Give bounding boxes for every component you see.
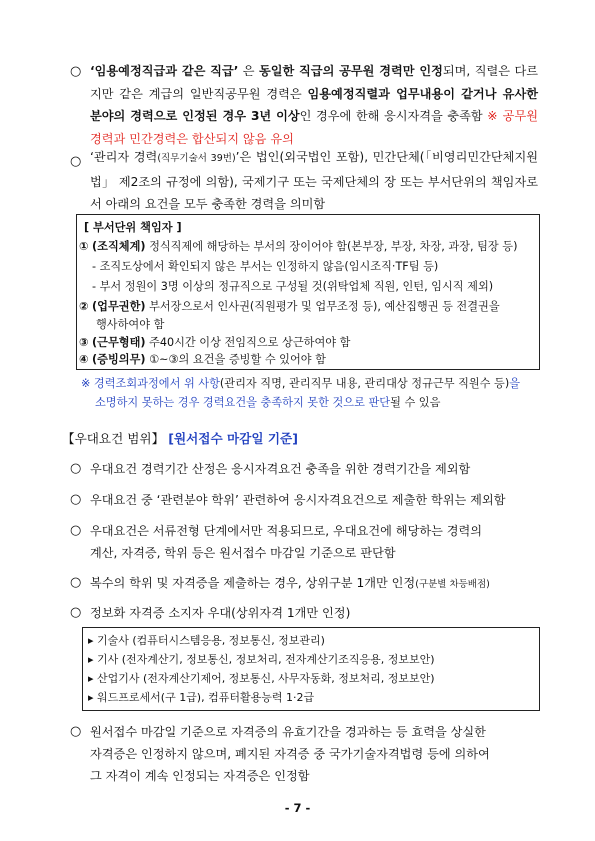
item-multiple-certs bbox=[90, 574, 490, 591]
note-paren: (관리자 직명, 관리직무 내용, 관리대상 정규근무 직원수 등) bbox=[219, 377, 510, 390]
graded-scoring-note: (구분별 차등배점) bbox=[415, 579, 490, 590]
page-number: - 7 - bbox=[284, 801, 311, 815]
bullet-circle: ○ bbox=[70, 492, 82, 507]
bullet-circle: ○ bbox=[70, 461, 82, 476]
bullet-circle: ○ bbox=[70, 575, 82, 590]
proof-text: ①~③의 요건을 증빙할 수 있어야 함 bbox=[145, 353, 326, 366]
section-heading bbox=[62, 428, 298, 447]
note-end: 될 수 있음 bbox=[390, 396, 441, 409]
no-sum-warning: ※ 공무원경력과 민간경력은 합산되지 않음 유의 bbox=[90, 109, 539, 146]
section-basis: [원서접수 마감일 기준] bbox=[168, 431, 298, 446]
requirement-org bbox=[79, 237, 517, 257]
text-fragment: ’은 법인(외국법인 포함), 민간단체(「비영리민간단체지원법」 제2조의 규정에 의함), 국제기구 또는 국제단체의 장 또는 부서단위의 책임자로서 아래의 요건을 모두 충족한 경력을 의미함 bbox=[90, 150, 538, 211]
verification-note bbox=[81, 374, 541, 412]
org-label: (조직체계) bbox=[92, 240, 146, 253]
worktype-label: (근무형태) bbox=[92, 336, 146, 349]
authority-text: 부서장으로서 인사권(직원평가 및 업무조정 등), 예산집행권 등 전결권을 bbox=[145, 300, 500, 313]
requirement-proof bbox=[79, 350, 326, 370]
dept-head-title: [ 부서단위 책임자 ] bbox=[84, 221, 182, 234]
proof-label: (증빙의무) bbox=[92, 353, 146, 366]
note-start: ※ 경력조회과정에서 위 사항 bbox=[81, 377, 220, 390]
item-it-cert-preference: 정보화 자격증 소지자 우대(상위자격 1개만 인정) bbox=[90, 606, 351, 620]
num-2: ② bbox=[79, 300, 89, 313]
cert-word-processor: ▸ 워드프로세서(구 1급), 컴퓨터활용능력 1·2급 bbox=[88, 691, 315, 704]
item-expired-cert-l1: 원서접수 마감일 기준으로 자격증의 유효기간을 경과하는 등 효력을 상실한 bbox=[90, 725, 486, 739]
num-3: ③ bbox=[79, 336, 89, 349]
multiple-certs-text: 복수의 학위 및 자격증을 제출하는 경우, 상위구분 1개만 인정 bbox=[90, 576, 416, 590]
num-1: ① bbox=[79, 240, 89, 253]
item-expired-cert-l3: 그 자격이 계속 인정되는 자격증은 인정함 bbox=[90, 769, 310, 783]
authority-label: (업무권한) bbox=[92, 300, 146, 313]
bullet-circle: ○ bbox=[70, 605, 82, 620]
text-fragment: 은 bbox=[238, 64, 259, 78]
text-fragment: 인 경우에 한해 응시자격을 충족함 bbox=[299, 109, 488, 123]
cert-technician: ▸ 기술사 (컴퓨터시스템응용, 정보통신, 정보관리) bbox=[88, 634, 325, 647]
cert-industrial-engineer: ▸ 산업기사 (전자계산기제어, 정보통신, 사무자동화, 정보처리, 정보보안) bbox=[88, 672, 435, 685]
bullet-circle: ○ bbox=[70, 724, 82, 739]
requirement-authority bbox=[79, 297, 500, 317]
num-4: ④ bbox=[79, 353, 89, 366]
bullet-circle: ○ bbox=[70, 64, 82, 79]
rank-term: ‘임용예정직급과 같은 직급’ bbox=[90, 64, 239, 78]
same-rank-emphasis: 동일한 직급의 공무원 경력만 인정 bbox=[258, 64, 443, 78]
item-exclude-period: 우대요건 경력기간 산정은 응시자격요건 충족을 위한 경력기간을 제외함 bbox=[90, 462, 471, 476]
job-desc-note: (직무기술서 39번) bbox=[157, 153, 236, 164]
manager-term: ‘관리자 경력 bbox=[90, 150, 158, 164]
note-judgment: 소명하지 못하는 경우 경력요건을 충족하지 못한 것으로 판단 bbox=[95, 396, 391, 409]
bullet-circle: ○ bbox=[70, 523, 82, 538]
authority-text-cont: 행사하여야 함 bbox=[96, 318, 165, 331]
cert-engineer: ▸ 기사 (전자계산기, 정보통신, 정보처리, 전자계산기조직응용, 정보보안) bbox=[88, 653, 435, 666]
paragraph-rank-rule bbox=[90, 60, 538, 150]
item-exclude-degree: 우대요건 중 ‘관련분야 학위’ 관련하여 응시자격요건으로 제출한 학위는 제외함 bbox=[90, 493, 506, 507]
org-sub1: - 조직도상에서 확인되지 않은 부서는 인정하지 않음(임시조직·TF팀 등) bbox=[92, 260, 439, 273]
bullet-circle: ○ bbox=[70, 154, 82, 169]
text-fragment: 되며, 직렬은 다르지만 같은 계급의 일반직공무원 경력은 bbox=[90, 64, 538, 101]
note-eul: 을 bbox=[509, 377, 521, 390]
section-title: 【우대요건 범위】 bbox=[62, 431, 165, 446]
paragraph-manager-career bbox=[90, 146, 538, 216]
similar-field-emphasis: 임용예정직렬과 업무내용이 같거나 유사한 분야의 경력으로 인정된 경우 3년 이상 bbox=[90, 86, 538, 123]
org-text: 정식직제에 해당하는 부서의 장이어야 함(본부장, 부장, 차장, 과장, 팀장 등) bbox=[145, 240, 518, 253]
item-document-stage-l2: 계산, 자격증, 학위 등은 원서접수 마감일 기준으로 판단함 bbox=[90, 546, 396, 560]
org-sub2: - 부서 정원이 3명 이상의 정규직으로 구성될 것(위탁업체 직원, 인턴, 임시직 제외) bbox=[92, 280, 494, 293]
item-expired-cert-l2: 자격증은 인정하지 않으며, 폐지된 자격증 중 국가기술자격법령 등에 의하여 bbox=[90, 747, 490, 761]
item-document-stage-l1: 우대요건은 서류전형 단계에서만 적용되므로, 우대요건에 해당하는 경력의 bbox=[90, 524, 483, 538]
worktype-text: 주40시간 이상 전임직으로 상근하여야 함 bbox=[145, 336, 351, 349]
